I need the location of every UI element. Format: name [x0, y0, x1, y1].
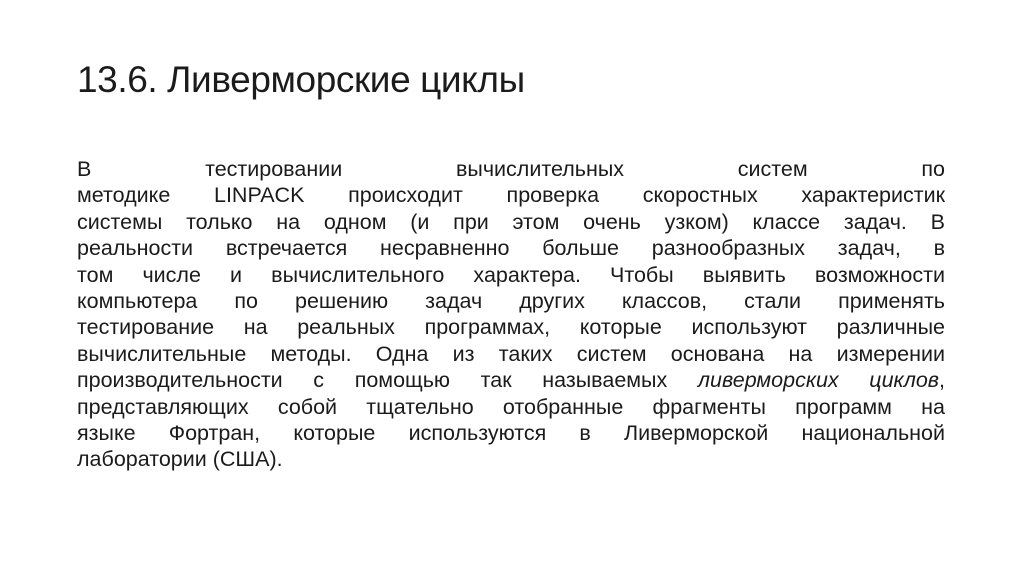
- body-line: вычислительные методы. Одна из таких систем основана на измерении: [77, 341, 945, 366]
- body-line: методике LINPACK происходит проверка скоростных характеристик: [77, 183, 945, 208]
- body-line-with-term: [77, 367, 945, 393]
- body-line: системы только на одном (и при этом очень узком) классе задач. В: [77, 209, 945, 234]
- body-line: тестирование на реальных программах, которые используют различные: [77, 315, 945, 340]
- body-line: языке Фортран, которые используются в Ливерморской национальной: [77, 420, 945, 445]
- slide-body-text: [77, 156, 945, 473]
- body-punctuation: ,: [939, 368, 945, 393]
- emphasized-term: ливерморских циклов: [697, 368, 940, 393]
- body-line: лаборатории (США).: [77, 447, 283, 472]
- body-line: В тестировании вычислительных систем по: [77, 157, 945, 181]
- slide-title: 13.6. Ливерморские циклы: [77, 59, 525, 100]
- body-text: производительности с помощью так называемых: [77, 368, 668, 393]
- body-line: компьютера по решению задач других классов, стали применять: [77, 288, 945, 313]
- body-line: представляющих собой тщательно отобранные фрагменты программ на: [77, 394, 945, 419]
- body-line: том числе и вычислительного характера. Чтобы выявить возможности: [77, 262, 945, 287]
- body-line: реальности встречается несравненно больше разнообразных задач, в: [77, 236, 945, 261]
